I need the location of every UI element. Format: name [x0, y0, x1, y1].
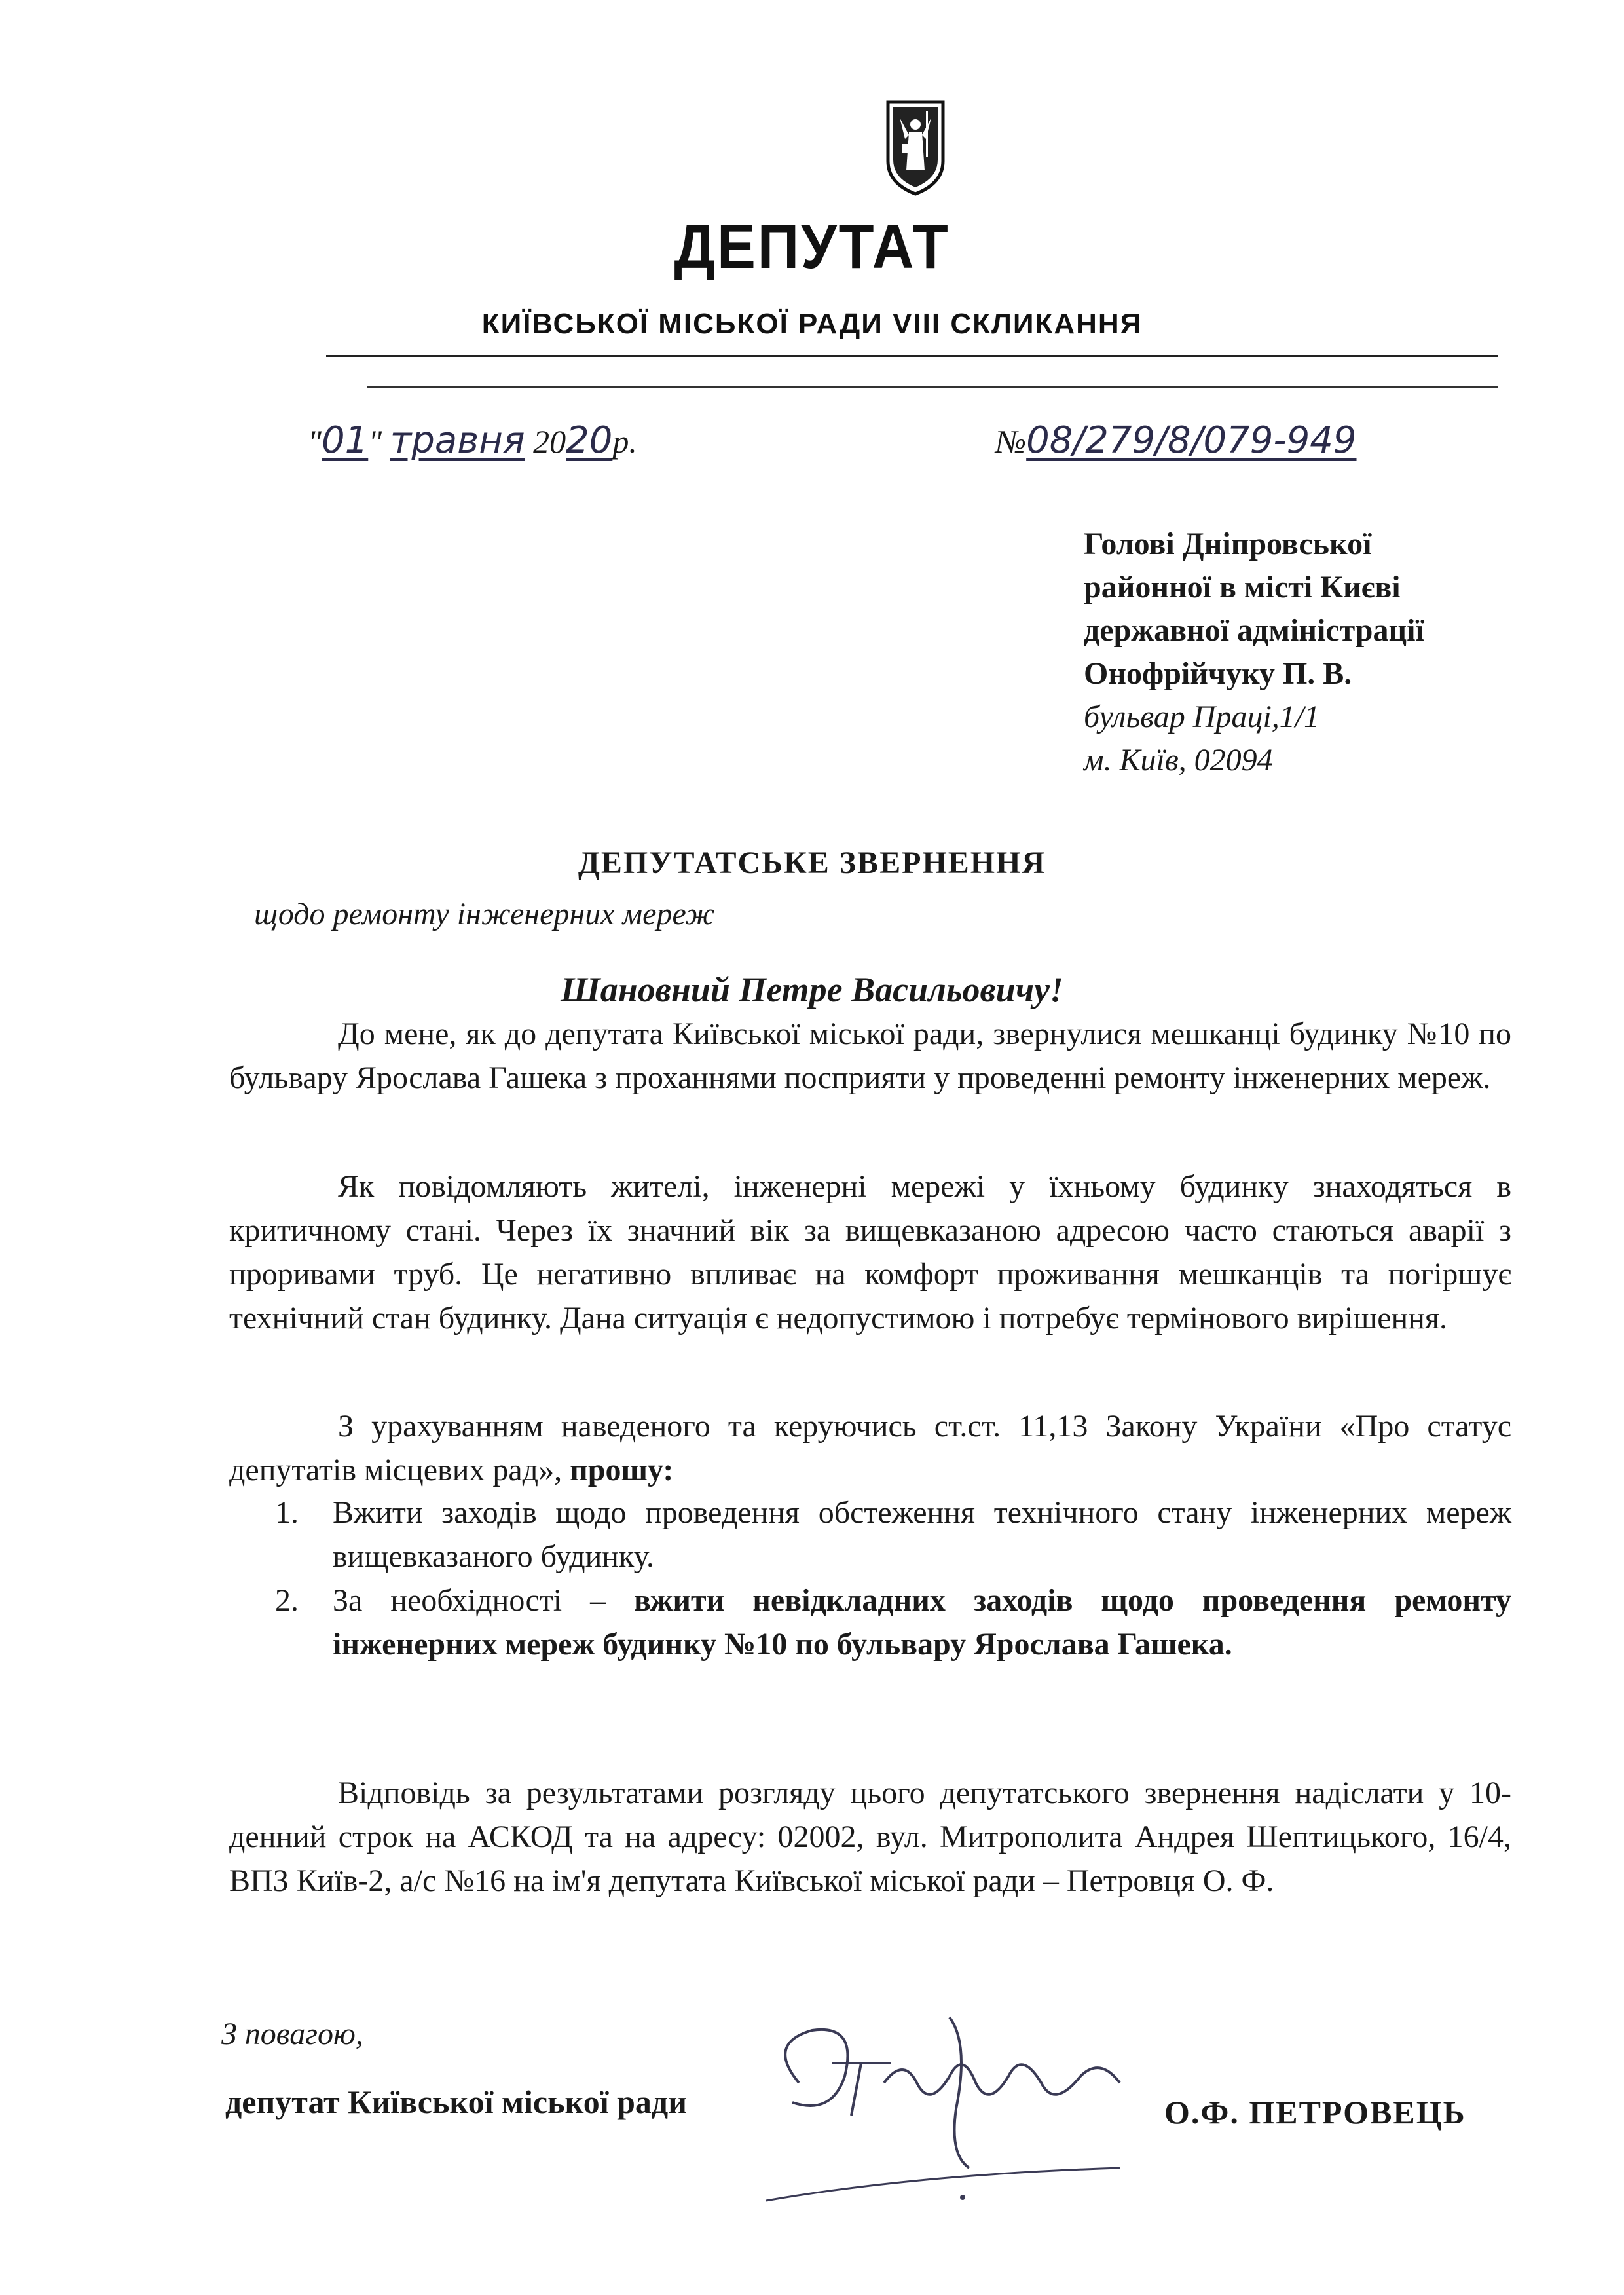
date-open-quote: " — [308, 423, 322, 460]
date-year-suffix: 20 — [566, 419, 613, 462]
page-subtitle: КИЇВСЬКОЇ МІСЬКОЇ РАДИ VIII СКЛИКАННЯ — [481, 308, 1143, 340]
registration-number — [995, 419, 1357, 462]
header-divider-secondary — [367, 386, 1498, 388]
body-paragraph — [229, 1404, 1511, 1492]
addressee-city: м. Київ, 02094 — [1084, 743, 1273, 777]
registration-prefix: № — [995, 423, 1027, 460]
list-item-bold: вжити невідкладних заходів щодо проведення ремонту інженерних мереж будинку №10 по бульвару Ярослава Гашека. — [333, 1583, 1512, 1662]
list-item — [275, 1491, 1511, 1578]
addressee-block — [1084, 523, 1581, 782]
date-year-prefix: 20 — [533, 423, 566, 460]
addressee-name: Онофрійчуку П. В. — [1084, 656, 1352, 691]
date-close-quote: " — [368, 423, 382, 460]
date-day: 01 — [322, 419, 369, 462]
salutation: Шановний Петре Васильовичу! — [560, 970, 1064, 1009]
list-item-number: 2. — [275, 1583, 299, 1618]
addressee-line: державної адміністрації — [1084, 613, 1424, 648]
document-title: ДЕПУТАТСЬКЕ ЗВЕРНЕННЯ — [578, 846, 1046, 880]
request-keyword: прошу: — [570, 1453, 674, 1487]
list-item-text — [333, 1578, 1511, 1666]
addressee-line: районної в місті Києві — [1084, 570, 1401, 605]
kyiv-coat-of-arms-icon — [885, 98, 946, 196]
document-date — [308, 419, 637, 462]
addressee-street: бульвар Праці,1/1 — [1084, 700, 1320, 734]
list-item-number: 1. — [275, 1495, 299, 1530]
registration-value: 08/279/8/079-949 — [1026, 419, 1357, 462]
list-item-text: Вжити заходів щодо проведення обстеження технічного стану інженерних мереж вищевказаного будинку. — [333, 1495, 1511, 1574]
signer-name: О.Ф. ПЕТРОВЕЦЬ — [1164, 2094, 1466, 2131]
list-item — [275, 1578, 1511, 1666]
document-subject: щодо ремонту інженерних мереж — [254, 897, 715, 931]
handwritten-signature — [753, 2004, 1179, 2214]
body-paragraph: Відповідь за результатами розгляду цього депутатського звернення надіслати у 10-денний строк на АСКОД та на адресу: 02002, вул. Митрополита Андрея Шептицького, 16/4, ВПЗ Київ-2, а/с №16 на ім'я депутата Київської міської ради – Петровця О. Ф. — [229, 1776, 1511, 1898]
date-month: травня — [390, 419, 525, 462]
header-divider — [326, 355, 1498, 357]
closing: З повагою, — [221, 2017, 363, 2051]
date-year-mark: р. — [612, 423, 637, 460]
body-paragraph: До мене, як до депутата Київської міської ради, звернулися мешканці будинку №10 по бульвару Ярослава Гашека з проханнями посприяти у проведенні ремонту інженерних мереж. — [229, 1017, 1511, 1095]
signer-role: депутат Київської міської ради — [225, 2083, 688, 2120]
list-item-plain: За необхідності – — [333, 1583, 606, 1618]
page-title: ДЕПУТАТ — [674, 212, 950, 282]
request-list — [275, 1491, 1511, 1666]
addressee-line: Голові Дніпровської — [1084, 527, 1372, 561]
body-paragraph: Як повідомляють жителі, інженерні мережі у їхньому будинку знаходяться в критичному стані. Через їх значний вік за вищевказаною адресою часто стаються аварії з проривами труб. Це негативно впливає на комфорт проживання мешканців та погіршує технічний стан будинку. Дана ситуація є недопустимою і потребує термінового вирішення. — [229, 1169, 1511, 1335]
paragraph-text: З урахуванням наведеного та керуючись ст.ст. 11,13 Закону України «Про статус депутатів місцевих рад», — [229, 1409, 1511, 1487]
